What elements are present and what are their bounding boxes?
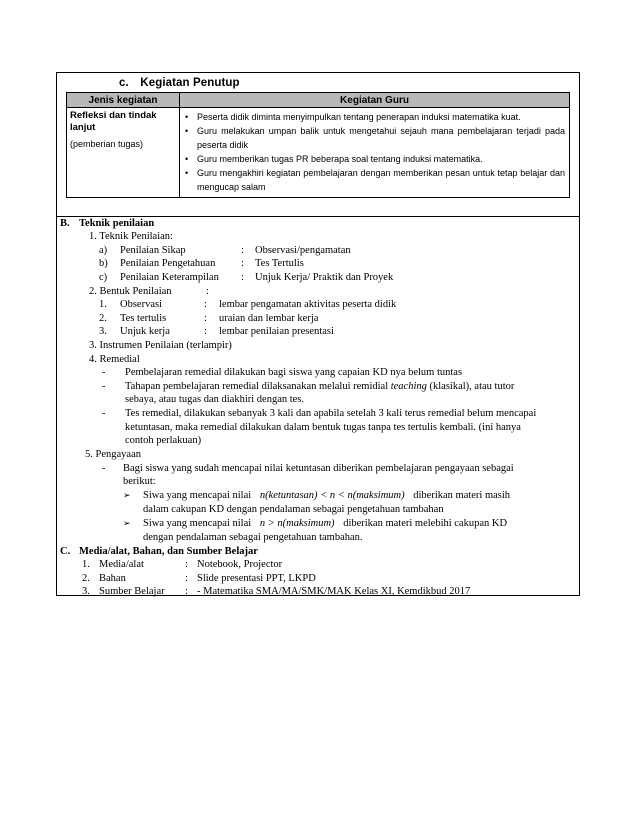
teknik-a-value: Observasi/pengamatan	[255, 245, 351, 256]
media-3-value: - Matematika SMA/MA/SMK/MAK Kelas XI, Kemdikbud 2017	[197, 586, 471, 597]
remedial-point-2-line-1	[125, 380, 514, 394]
media-3-key: 3.	[82, 586, 90, 597]
instrumen-penilaian: 3. Instrumen Penilaian (terlampir)	[89, 340, 232, 351]
teknik-c-sep: :	[241, 272, 244, 283]
media-1-value: Notebook, Projector	[197, 559, 283, 570]
bentuk-3-value: lembar penilaian presentasi	[219, 326, 334, 337]
pengayaan-bullet-2-line-2: dengan pendalaman sebagai pengetahuan tambahan.	[143, 532, 363, 543]
table-row	[67, 108, 570, 198]
remedial-point-2-text-b: (klasikal), atau tutor	[429, 381, 515, 392]
teknik-c-value: Unjuk Kerja/ Praktik dan Proyek	[255, 272, 394, 283]
teknik-penilaian-label: 1. Teknik Penilaian:	[89, 231, 173, 242]
remedial-point-3-line-3: contoh perlakuan)	[125, 435, 202, 446]
bentuk-2-name: Tes tertulis	[120, 313, 167, 324]
pengayaan-point-line-2: berikut:	[123, 476, 156, 487]
kegiatan-guru-cell	[180, 108, 570, 198]
header-kegiatan-guru: Kegiatan Guru	[180, 93, 570, 108]
pengayaan-bullet-2-text-b: diberikan materi melebihi cakupan KD	[343, 518, 508, 529]
pengayaan-bullet-1-line-2: dalam cakupan KD dengan pendalaman sebagai pengetahuan tambahan	[143, 504, 444, 515]
pengayaan-label: 5. Pengayaan	[85, 449, 141, 460]
section-c-title: Kegiatan Penutup	[140, 77, 240, 89]
media-2-key: 2.	[82, 573, 90, 584]
bentuk-2-value: uraian dan lembar kerja	[219, 313, 319, 324]
remedial-point-3-line-1: Tes remedial, dilakukan sebanyak 3 kali dan apabila setelah 3 kali terus remedial belum mencapai	[125, 408, 537, 419]
header-jenis-kegiatan: Jenis kegiatan	[67, 93, 180, 108]
remedial-point-2-emphasis: teaching	[390, 381, 427, 392]
teknik-a-key: a)	[99, 245, 108, 256]
section-b-title: Teknik penilaian	[79, 218, 155, 229]
bentuk-3-key: 3.	[99, 326, 107, 337]
remedial-dash-1: -	[102, 367, 106, 378]
pengayaan-point-line-1: Bagi siswa yang sudah mencapai nilai ketuntasan diberikan pembelajaran pengayaan sebagai	[123, 463, 514, 474]
bentuk-1-sep: :	[204, 299, 207, 310]
bentuk-1-name: Observasi	[120, 299, 162, 310]
remedial-point-2-line-2: sebaya, atau tugas dan diakhiri dengan tes.	[125, 394, 305, 405]
jenis-title-line-1: Refleksi dan tindak	[70, 110, 157, 121]
bentuk-penilaian-sep: :	[206, 286, 209, 297]
pengayaan-bullet-1-formula: n(ketuntasan) < n < n(maksimum)	[259, 490, 405, 501]
media-2-value: Slide presentasi PPT, LKPD	[197, 573, 316, 584]
list-item: • Guru memberikan tugas PR beberapa soal tentang induksi matematika.	[183, 152, 565, 166]
jenis-title-line-2: lanjut	[70, 122, 96, 133]
remedial-point-3-line-2: ketuntasan, maka remedial dilakukan dalam bentuk tugas tanpa tes tertulis kembali. (ini hanya	[125, 422, 521, 433]
bentuk-1-key: 1.	[99, 299, 107, 310]
section-c-letter: c.	[119, 77, 129, 89]
document-frame	[56, 72, 580, 596]
remedial-dash-2: -	[102, 381, 106, 392]
teknik-c-key: c)	[99, 272, 108, 283]
section-c-heading	[119, 77, 240, 89]
media-3-sep: :	[185, 586, 188, 597]
kegiatan-table	[66, 92, 570, 198]
pengayaan-bullet-1-text-a: Siwa yang mencapai nilai	[143, 490, 252, 501]
teknik-a-sep: :	[241, 245, 244, 256]
media-1-name: Media/alat	[99, 559, 144, 570]
kegiatan-guru-list	[183, 110, 565, 194]
remedial-point-1: Pembelajaran remedial dilakukan bagi siswa yang capaian KD nya belum tuntas	[125, 367, 463, 378]
list-item: • Guru mengakhiri kegiatan pembelajaran dengan memberikan pesan untuk tetap belajar dan mengucap salam	[183, 166, 565, 194]
bentuk-3-sep: :	[204, 326, 207, 337]
bentuk-2-key: 2.	[99, 313, 107, 324]
pengayaan-bullet-1-line-1	[143, 489, 510, 503]
arrow-bullet-icon: ➢	[123, 519, 131, 529]
bentuk-1-value: lembar pengamatan aktivitas peserta didik	[219, 299, 397, 310]
teknik-c-name: Penilaian Keterampilan	[120, 272, 219, 283]
media-2-sep: :	[185, 573, 188, 584]
teknik-b-sep: :	[241, 258, 244, 269]
jenis-subtitle: (pemberian tugas)	[70, 139, 144, 149]
section-c2-letter: C.	[60, 546, 71, 557]
teknik-b-key: b)	[99, 258, 108, 269]
pengayaan-bullet-1-text-b: diberikan materi masih	[413, 490, 511, 501]
remedial-point-2-text-a: Tahapan pembelajaran remedial dilaksanakan melalui remidial	[125, 381, 389, 392]
bentuk-3-name: Unjuk kerja	[120, 326, 170, 337]
remedial-label: 4. Remedial	[89, 354, 140, 365]
list-item: • Guru melakukan umpan balik untuk mengetahui sejauh mana pembelajaran terjadi pada peserta didik	[183, 124, 565, 152]
teknik-b-name: Penilaian Pengetahuan	[120, 258, 216, 269]
kegiatan-penutup-section	[57, 73, 579, 217]
pengayaan-bullet-2-text-a: Siwa yang mencapai nilai	[143, 518, 252, 529]
bentuk-2-sep: :	[204, 313, 207, 324]
section-c2-title: Media/alat, Bahan, dan Sumber Belajar	[79, 546, 258, 557]
table-header-row	[67, 93, 570, 108]
media-1-key: 1.	[82, 559, 90, 570]
section-b-letter: B.	[60, 218, 70, 229]
media-3-name: Sumber Belajar	[99, 586, 165, 597]
teknik-b-value: Tes Tertulis	[255, 258, 304, 269]
bentuk-penilaian-label: 2. Bentuk Penilaian	[89, 286, 172, 297]
media-2-name: Bahan	[99, 573, 126, 584]
pengayaan-bullet-2-formula: n > n(maksimum)	[259, 518, 335, 529]
pengayaan-dash: -	[102, 463, 106, 474]
remedial-dash-3: -	[102, 408, 106, 419]
teknik-a-name: Penilaian Sikap	[120, 245, 186, 256]
media-1-sep: :	[185, 559, 188, 570]
jenis-kegiatan-cell	[67, 108, 180, 198]
list-item: • Peserta didik diminta menyimpulkan tentang penerapan induksi matematika kuat.	[183, 110, 565, 124]
pengayaan-bullet-2-line-1	[143, 517, 507, 531]
arrow-bullet-icon: ➢	[123, 491, 131, 501]
